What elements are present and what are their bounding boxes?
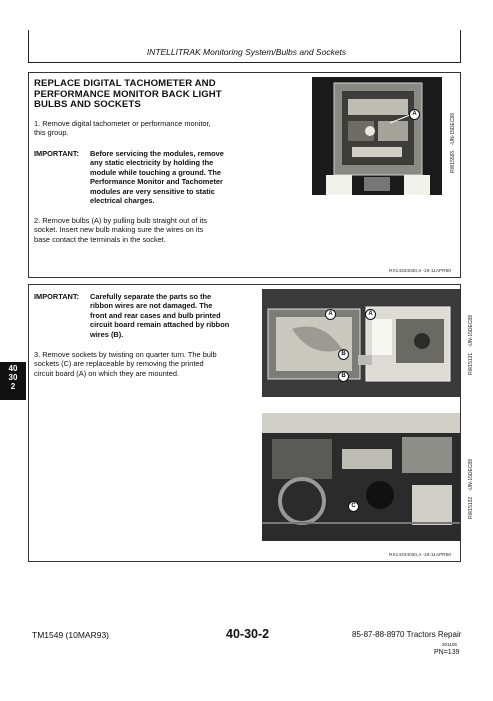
step-2: 2. Remove bulbs (A) by pulling bulb straight out of its socket. Insert new bulb making sure the wires on its base contact the terminals in the socket.: [34, 216, 207, 244]
callout-a-right: A: [365, 309, 376, 320]
right-rule: [460, 30, 461, 62]
callout-c: C: [348, 501, 359, 512]
photo-id-2: RW15131 -UN-15DEC88: [468, 315, 474, 375]
callout-a: A: [409, 109, 420, 120]
section-index-tab: 40 30 2: [0, 362, 26, 400]
important-note-ribbon: IMPORTANT: Carefully separate the parts so the ribbon wires are not damaged. The front and rear cases and bulb printed circuit board remain attached by ribbon wires (B).: [34, 292, 230, 339]
reference-code-1: RX14334030,3 -19-11APR90: [389, 269, 452, 274]
section-sockets: [28, 284, 474, 562]
photo-circuit-board: [262, 413, 460, 541]
footer-manual-id: TM1549 (10MAR93): [32, 630, 110, 640]
photo-id-1: RW15565 -UN-15DEC88: [450, 113, 456, 173]
circuit-board-illustration: [262, 413, 460, 541]
callout-b-lower: B: [338, 371, 349, 382]
footer-date: 201106: [442, 642, 457, 647]
footer-page-number: 40-30-2: [226, 627, 270, 641]
module-illustration: [312, 77, 442, 195]
left-rule: [28, 30, 29, 62]
footer-pn: PN=139: [434, 649, 460, 656]
photo-tachometer-module: [312, 77, 442, 195]
photo-id-3: RW15132 -UN-15DEC88: [468, 459, 474, 519]
section-heading: REPLACE DIGITAL TACHOMETER AND PERFORMANCE MONITOR BACK LIGHT BULBS AND SOCKETS: [34, 78, 222, 110]
section-bulbs: [28, 72, 461, 278]
callout-b-upper: B: [338, 349, 349, 360]
reference-code-2: RX14334030,4 -19-11APR90: [389, 553, 452, 558]
header-rule: [28, 62, 461, 63]
important-note-static: IMPORTANT: Before servicing the modules, remove any static electricity by holding the module while touching a ground. The Performance Monitor and Tachometer modules are very sensitive to static electrical charges.: [34, 149, 224, 206]
callout-a-left: A: [325, 309, 336, 320]
photo-separated-cases: [262, 289, 460, 397]
page-header-title: INTELLITRAK Monitoring System/Bulbs and Sockets: [146, 47, 347, 57]
footer-manual-title: 85-87-88-8970 Tractors Repair: [352, 630, 462, 639]
step-3: 3. Remove sockets by twisting on quarter turn. The bulb sockets (C) are replaceable by removing the printed circuit board (A) on which they are mounted.: [34, 350, 217, 378]
cases-illustration: [262, 289, 460, 397]
step-1: 1. Remove digital tachometer or performance monitor, this group.: [34, 119, 211, 138]
